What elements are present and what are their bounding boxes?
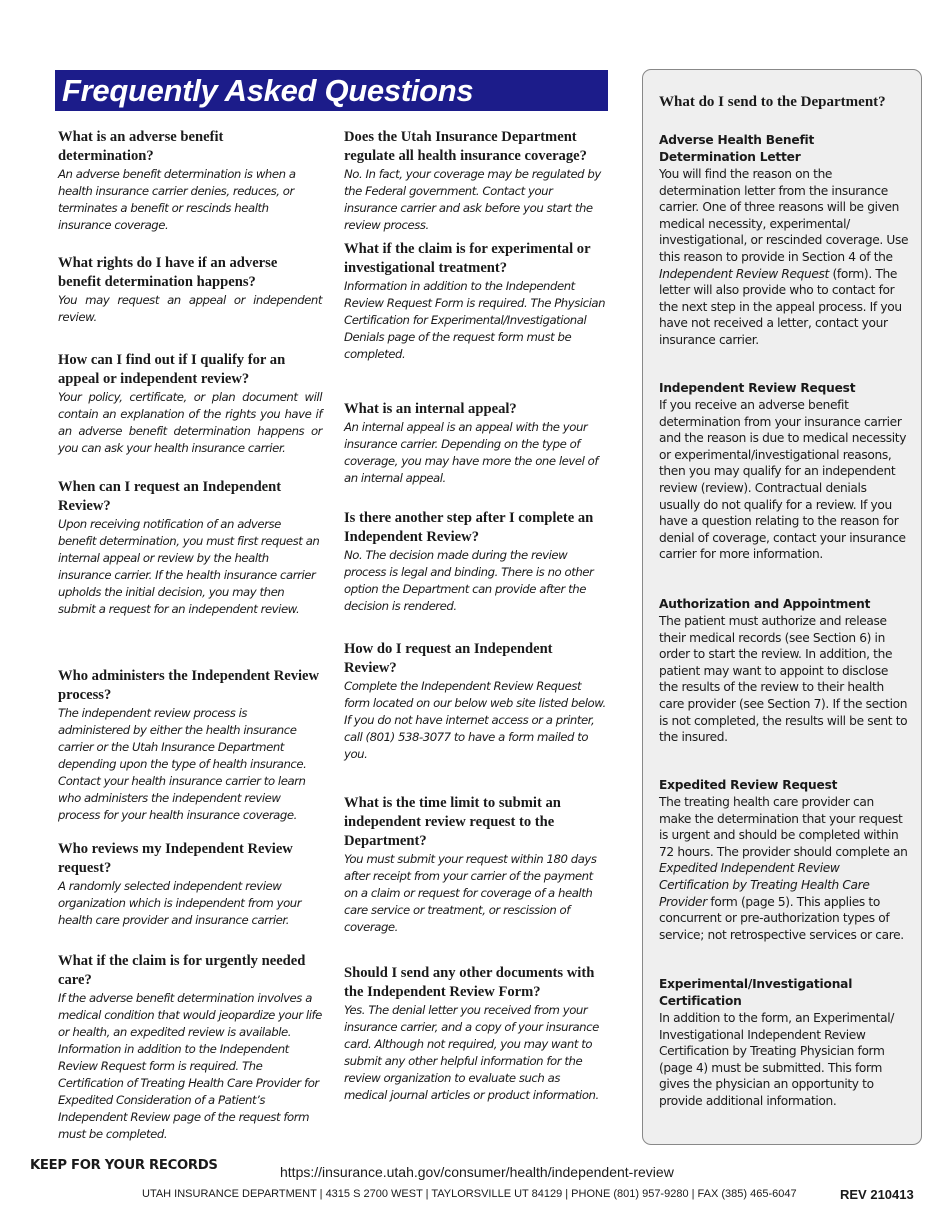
faq-answer: No. The decision made during the review process is legal and binding. There is no other option the Department can provide after the decision is rendered. <box>344 548 594 613</box>
panel-section-review-request <box>659 380 909 563</box>
faq-answer: You must submit your request within 180 days after receipt from your carrier of the payment on a claim or request for coverage of a health care service or treatment, or rescission of coverage. <box>344 852 597 934</box>
faq-item <box>344 964 606 1104</box>
faq-item <box>58 351 322 457</box>
send-to-department-panel <box>642 69 922 1145</box>
faq-answer: You may request an appeal or independent review. <box>58 293 322 324</box>
faq-answer: Your policy, certificate, or plan document will contain an explanation of the rights you have if an adverse benefit determination happens or you can ask your health insurance carrier. <box>58 390 322 455</box>
keep-for-records-label: KEEP FOR YOUR RECORDS <box>30 1158 218 1173</box>
faq-question: What if the claim is for experimental or investigational treatment? <box>344 241 591 276</box>
faq-answer: A randomly selected independent review organization which is independent from your health care provider and insurance carrier. <box>58 879 302 927</box>
faq-item <box>344 794 606 936</box>
faq-question: Does the Utah Insurance Department regulate all health insurance coverage? <box>344 129 587 164</box>
faq-answer: Yes. The denial letter you received from your insurance carrier, and a copy of your insurance card. Although not required, you may want to submit any other helpful information for the review organization to evaluate such as medical journal articles or product information. <box>344 1003 599 1102</box>
faq-question: Who administers the Independent Review process? <box>58 668 320 703</box>
panel-section-body: In addition to the form, an Experimental/ Investigational Independent Review Certification by Treating Physician form (page 4) must be submitted. This form gives the physician an opportunity to provide additional information. <box>659 1011 894 1108</box>
faq-item <box>344 509 606 615</box>
body-text: The treating health care provider can make the determination that your request is urgent and should be completed within 72 hours. The provider should complete an <box>659 795 908 859</box>
department-address: UTAH INSURANCE DEPARTMENT | 4315 S 2700 WEST | TAYLORSVILLE UT 84129 | PHONE (801) 957-9280 | FAX (385) 465-6047 <box>142 1188 797 1200</box>
faq-answer: No. In fact, your coverage may be regulated by the Federal government. Contact your insurance carrier and ask before you start the review process. <box>344 167 601 232</box>
faq-answer: An adverse benefit determination is when a health insurance carrier denies, reduces, or terminates a benefit or rescinds health insurance coverage. <box>58 167 296 232</box>
faq-question: Should I send any other documents with the Independent Review Form? <box>344 965 595 1000</box>
panel-section-heading: Expedited Review Request <box>659 778 838 792</box>
panel-section-expedited <box>659 777 909 943</box>
panel-section-letter <box>659 132 909 349</box>
faq-answer: The independent review process is administered by either the health insurance carrier or the Utah Insurance Department depending upon the type of health insurance. Contact your health insurance carrier to learn who administers the independent review process for your health insurance coverage. <box>58 706 307 822</box>
faq-question: What is an adverse benefit determination? <box>58 129 224 164</box>
faq-answer: An internal appeal is an appeal with the your insurance carrier. Depending on the type of coverage, you may have more the one level of an internal appeal. <box>344 420 599 485</box>
faq-answer: Upon receiving notification of an adverse benefit determination, you must first request an internal appeal or review by the health insurance carrier. If the health insurance carrier upholds the initial decision, you may then submit a request for an independent review. <box>58 517 320 616</box>
form-name: Expedited Independent Review Certification by Treating Health Care Provider <box>659 861 870 909</box>
faq-item <box>58 840 322 929</box>
faq-question: What if the claim is for urgently needed care? <box>58 953 306 988</box>
faq-question: What is the time limit to submit an independent review request to the Department? <box>344 795 561 849</box>
faq-question: When can I request an Independent Review? <box>58 479 282 514</box>
panel-section-heading: Independent Review Request <box>659 381 856 395</box>
page-title-banner: Frequently Asked Questions <box>55 70 608 111</box>
panel-section-body: If you receive an adverse benefit determination from your insurance carrier and the reason is due to medical necessity or experimental/investigational reasons, then you may qualify for an independent review (review). Contractual denials usually do not qualify for a review. If you have a question relating to the reason for denial of coverage, contact your insurance carrier for more information. <box>659 398 907 562</box>
faq-question: What rights do I have if an adverse benefit determination happens? <box>58 255 278 290</box>
faq-question: Who reviews my Independent Review request? <box>58 841 293 876</box>
faq-question: How do I request an Independent Review? <box>344 641 553 676</box>
website-url[interactable]: https://insurance.utah.gov/consumer/health/independent-review <box>280 1164 674 1180</box>
panel-section-heading: Authorization and Appointment <box>659 597 871 611</box>
panel-section-body: The patient must authorize and release their medical records (see Section 6) in order to start the review. In addition, the patient may want to appoint to disclose the results of the review to their health care provider (see Section 7). If the section is not completed, the results will be sent to the insured. <box>659 614 908 745</box>
faq-item <box>58 952 322 1143</box>
faq-question: What is an internal appeal? <box>344 401 517 417</box>
faq-item <box>344 128 606 234</box>
faq-answer: Complete the Independent Review Request form located on our below web site listed below. If you do not have internet access or a printer, call (801) 538-3077 to have a form mailed to you. <box>344 679 606 761</box>
panel-title: What do I send to the Department? <box>659 94 886 110</box>
body-text: You will find the reason on the determination letter from the insurance carrier. One of three reasons will be given medical necessity, experimental/ investigational, or rescinded coverage. Use this reason to provide in Section 4 of the <box>659 167 909 264</box>
faq-question: How can I find out if I qualify for an appeal or independent review? <box>58 352 286 387</box>
faq-item <box>58 478 322 618</box>
panel-section-body <box>659 166 909 349</box>
panel-section-body <box>659 794 909 943</box>
form-name: Independent Review Request <box>659 266 829 281</box>
faq-question: Is there another step after I complete an Independent Review? <box>344 510 594 545</box>
faq-item <box>58 254 322 326</box>
faq-item <box>58 128 322 234</box>
faq-item <box>344 640 606 763</box>
revision-code: REV 210413 <box>840 1187 914 1202</box>
panel-section-authorization <box>659 596 909 746</box>
faq-item <box>344 400 606 487</box>
faq-item <box>344 240 606 363</box>
panel-section-heading: Adverse Health Benefit Determination Letter <box>659 133 815 164</box>
panel-section-experimental <box>659 976 909 1110</box>
faq-answer: If the adverse benefit determination involves a medical condition that would jeopardize your life or health, an expedited review is available. Information in addition to the Independent Review Request form is required. The Certification of Treating Health Care Provider for Expedited Consideration of a Patient’s Independent Review page of the request form must be completed. <box>58 991 322 1141</box>
faq-answer: Information in addition to the Independent Review Request Form is required. The Physician Certification for Experimental/Investigational Denials page of the request form must be completed. <box>344 279 606 361</box>
body-text: form (page 5). This applies to concurrent or pre-authorization types of service; not retrospective services or care. <box>659 894 904 942</box>
panel-section-heading: Experimental/Investigational Certification <box>659 977 853 1008</box>
body-text: (form). The letter will also provide who to contact for the next step in the appeal process. If you have not received a letter, contact your insurance carrier. <box>659 266 902 347</box>
faq-item <box>58 667 322 824</box>
